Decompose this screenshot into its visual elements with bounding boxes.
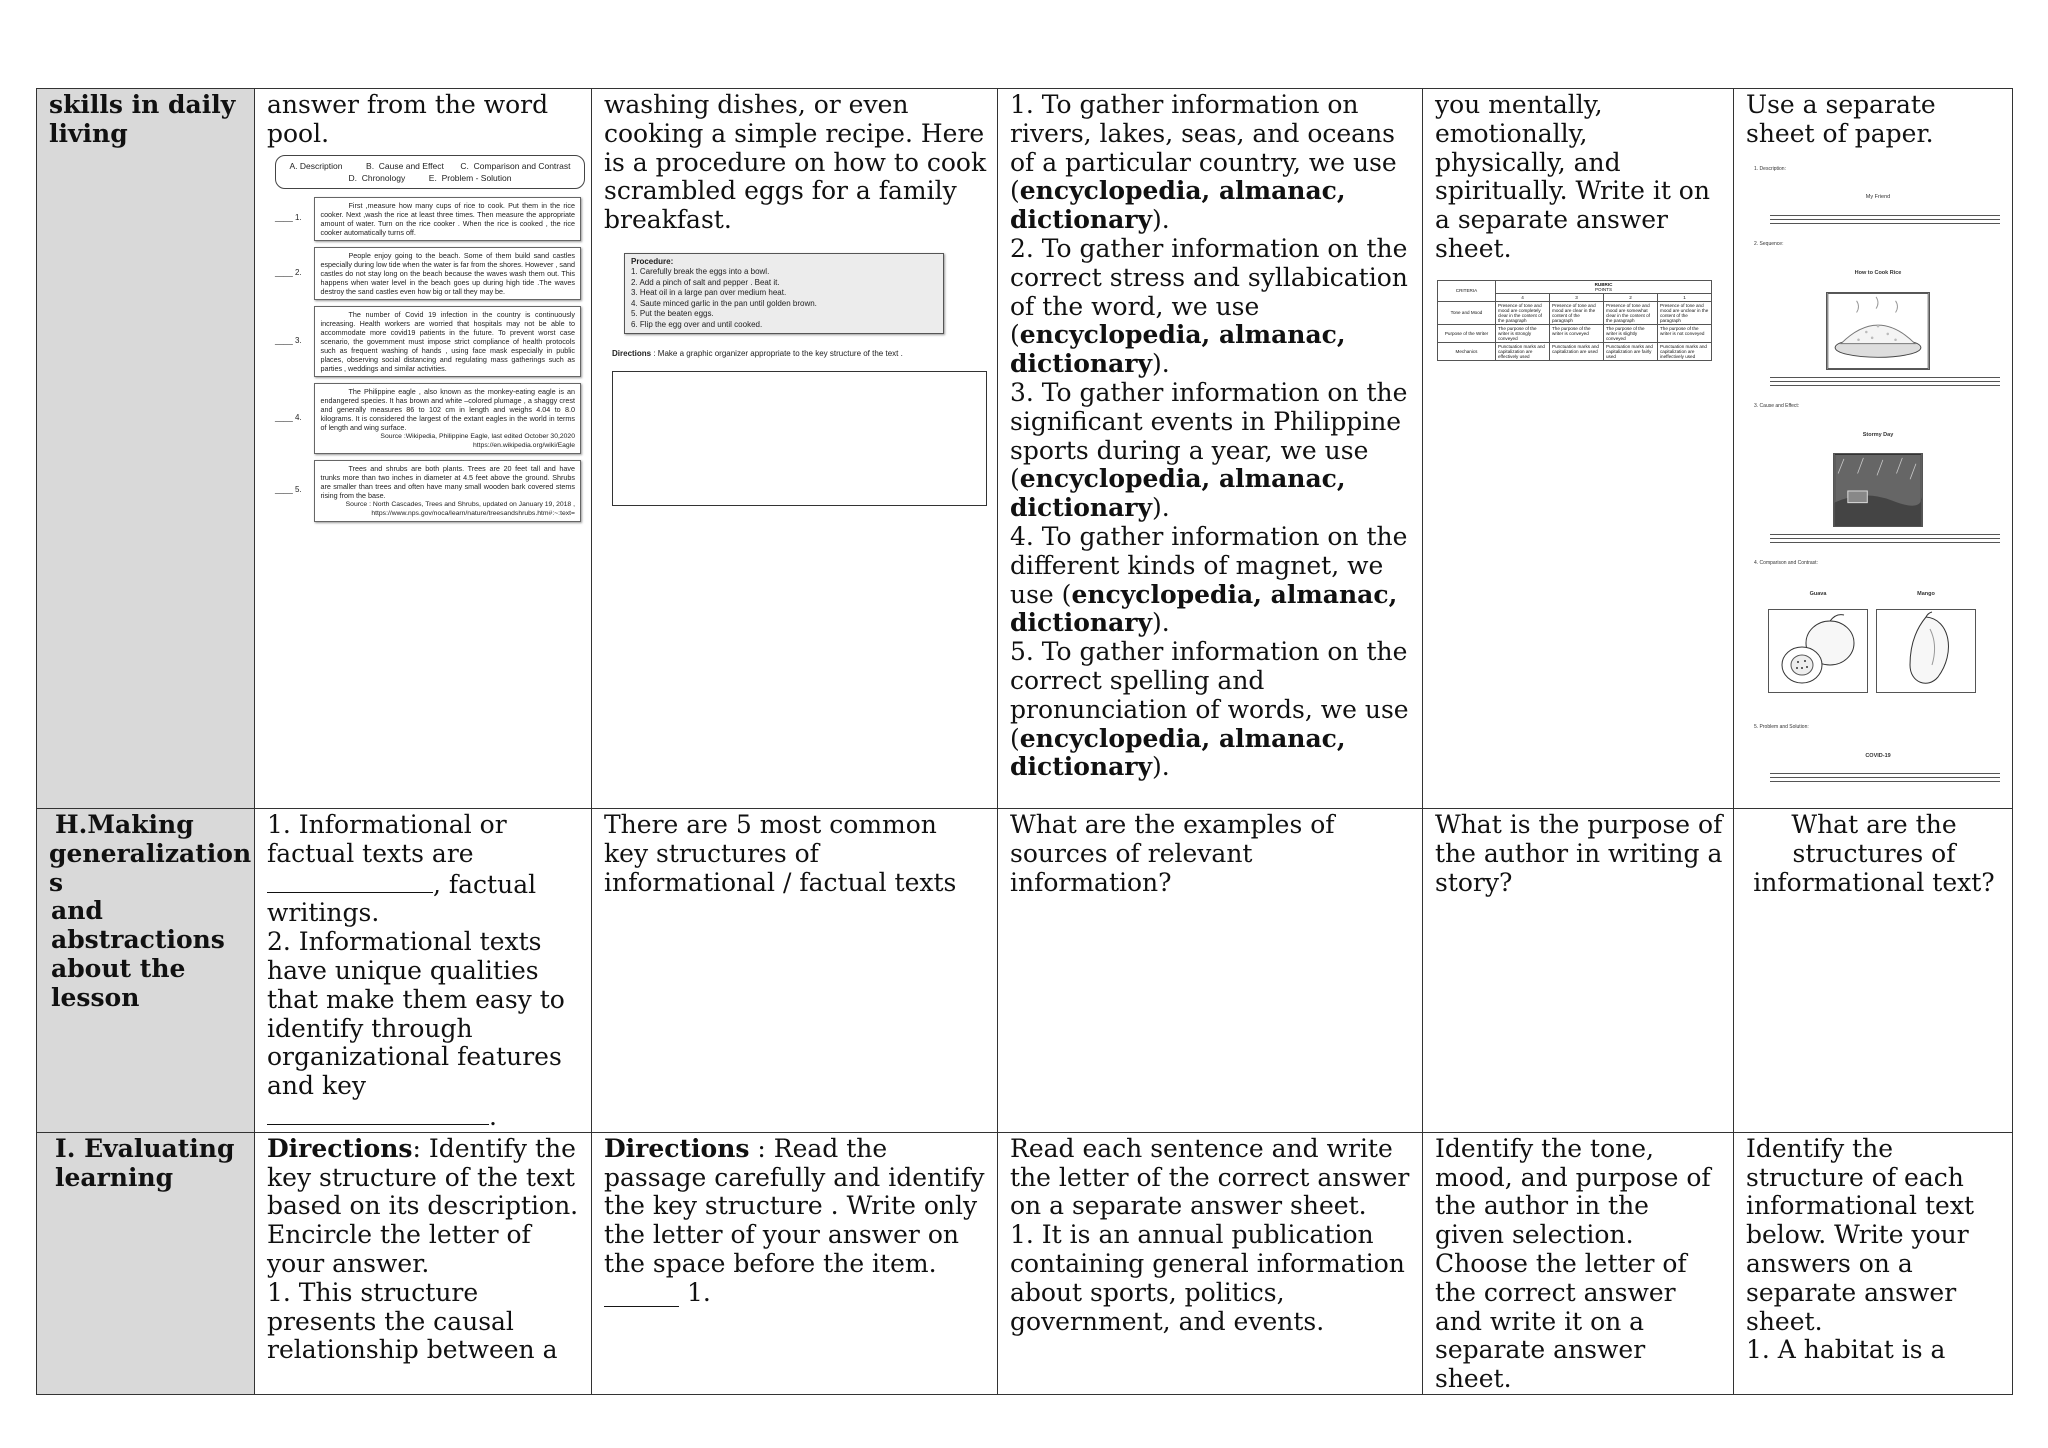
cell-monday-h: 1. Informational or factual texts are , factual writings. 2. Informational texts have unique qualities that make them easy to identify through organizational features and key . xyxy=(255,809,592,1133)
cell-text: you mentally, emotionally, physically, and spiritually. Write it on a separate answer sheet. xyxy=(1435,90,1710,263)
row-label-evaluating: I. Evaluating learning xyxy=(37,1132,255,1394)
graphic-organizer-worksheet-image: 1. Description: My Friend 2. Sequence: How to Cook Rice 3. Cause and Effect: Stormy Day 4. Comparison and Contrast: Guava Mango 5. Problem and Solution: COVID-19 xyxy=(1754,155,2002,783)
row-making-generalizations xyxy=(37,809,2013,1133)
cell-friday-h: What are the structures of informational text? xyxy=(1734,809,2013,1133)
passage-item xyxy=(275,306,581,377)
reference-item: 2. To gather information on the correct stress and syllabication of the word, we use (encyclopedia, almanac, dictionary). xyxy=(1010,233,1408,379)
reference-source-items xyxy=(1010,91,1412,782)
rubric-cell: Punctuation marks and capitalization are fairly used xyxy=(1604,342,1658,360)
rubric-points-header: POINTS xyxy=(1594,286,1613,292)
rubric-cell: Punctuation marks and capitalization are used xyxy=(1550,342,1604,360)
procedure-worksheet-image xyxy=(604,253,987,506)
cell-monday-g xyxy=(255,89,592,809)
procedure-step: 1. Carefully break the eggs into a bowl. xyxy=(631,267,770,277)
ws-section-sequence: 2. Sequence: xyxy=(1754,241,1784,248)
rubric-title: RUBRIC xyxy=(1594,281,1613,287)
cell-tuesday-g xyxy=(592,89,998,809)
rubric-table-image xyxy=(1437,280,1712,361)
ws-section-description: 1. Description: xyxy=(1754,165,1786,172)
cell-thursday-i: Identify the tone, mood, and purpose of the author in the given selection. Choose the letter of the correct answer and write it on a separate answer sheet. xyxy=(1423,1132,1734,1394)
cell-thursday-h: What is the purpose of the author in writing a story? xyxy=(1423,809,1734,1133)
reference-item: 1. To gather information on rivers, lakes, seas, and oceans of a particular country, we use (encyclopedia, almanac, dictionary). xyxy=(1010,90,1397,235)
cell-text: answer from the word pool. xyxy=(267,90,549,148)
cell-monday-i: Directions: Identify the key structure of the text based on its description. Encircle the letter of your answer. 1. This structure presents the causal relationship between a xyxy=(255,1132,592,1394)
passage-box: The number of Covid 19 infection in the country is continuously increasing. Health workers are worried that hospitals may not be able to accommodate more covid19 patients in the future. To prevent worst case scenario, the government must impose strict compliance of health protocols such as frequent washing of hands , using face mask especially in public places, observing social distancing and regulating mass gatherings such as parties , weddings and similar activities. xyxy=(314,306,581,377)
rubric-cell: The purpose of the writer is conveyed xyxy=(1550,324,1604,342)
answer-blank[interactable]: ____ 1. xyxy=(275,213,302,223)
cell-wednesday-g xyxy=(998,89,1423,809)
passage-box: People enjoy going to the beach. Some of them build sand castles especially during low tide when the water is far from the shores. However , sand castles do not stay long on the beach because the waves wash them out. This happens when water level in the beach goes up during high tide .The waves destroy the sand castles even how big or tall they may be. xyxy=(314,247,581,300)
cell-thursday-g xyxy=(1423,89,1734,809)
reference-item: 4. To gather information on the different kinds of magnet, we use (encyclopedia, almanac, dictionary). xyxy=(1010,521,1408,638)
rubric-cell: Presence of tone and mood are somewhat clear in the content of the paragraph xyxy=(1604,301,1658,324)
word-pool-worksheet-image xyxy=(267,155,581,522)
row-skills-daily-living xyxy=(37,89,2013,809)
cell-tuesday-i: Directions : Read the passage carefully and identify the key structure . Write only the letter of your answer on the space before the item. ______ 1. xyxy=(592,1132,998,1394)
rubric-criteria: Purpose of the Writer xyxy=(1438,324,1496,342)
reference-item: 3. To gather information on the significant events in Philippine sports during a year, we use (encyclopedia, almanac, dictionary). xyxy=(1010,377,1408,523)
rubric-point-header: 4 xyxy=(1496,293,1550,301)
rubric-point-header: 1 xyxy=(1658,293,1712,301)
rubric-cell: Presence of tone and mood are unclear in the content of the paragraph xyxy=(1658,301,1712,324)
procedure-step: 4. Saute minced garlic in the pan until golden brown. xyxy=(631,298,817,308)
cell-text: washing dishes, or even cooking a simple recipe. Here is a procedure on how to cook scrambled eggs for a family breakfast. xyxy=(604,90,987,235)
rubric-cell: The purpose of the writer is slightly conveyed xyxy=(1604,324,1658,342)
rubric-criteria: Mechanics xyxy=(1438,342,1496,360)
cell-wednesday-i: Read each sentence and write the letter of the correct answer on a separate answer sheet. 1. It is an annual publication containing general information about sports, politics, government, and events. xyxy=(998,1132,1423,1394)
lesson-plan-table xyxy=(36,88,2013,1395)
rubric-criteria: Tone and Mood xyxy=(1438,301,1496,324)
cell-text: Use a separate sheet of paper. xyxy=(1746,90,1936,148)
rubric-row xyxy=(1438,324,1712,342)
row-label-text: skills in daily living xyxy=(49,90,236,148)
reference-item: 5. To gather information on the correct spelling and pronunciation of words, we use (encyclopedia, almanac, dictionary). xyxy=(1010,637,1409,782)
cell-friday-g xyxy=(1734,89,2013,809)
rubric-row xyxy=(1438,342,1712,360)
passage-source: Source :Wikipedia, Philippine Eagle, last edited October 30,2020 https://en.wikipedia.org/wiki/Eagle xyxy=(380,432,575,449)
guava-picture xyxy=(1768,609,1868,693)
row-label-generalizations: H.Making generalization s and abstractions about the lesson xyxy=(37,809,255,1133)
cell-friday-i: Identify the structure of each informational text below. Write your answers on a separate answer sheet. 1. A habitat is a xyxy=(1734,1132,2013,1394)
rubric-cell: Punctuation marks and capitalization are effectively used xyxy=(1496,342,1550,360)
passage-source: Source : North Cascades, Trees and Shrubs, updated on January 19, 2018 , https://www.nps.gov/noca/learn/nature/treesandshrubs.htm#:~:text= xyxy=(345,500,575,517)
passage-item xyxy=(275,247,581,300)
mango-picture xyxy=(1876,609,1976,693)
passage-box: The Philippine eagle , also known as the monkey-eating eagle is an endangered species. It has brown and white –colored plumage , a shaggy crest and generally measures 86 to 102 cm in length and weighs 4.04 to 8.0 kilograms. It is considered the largest of the extant eagles in the world in terms of length and wing surface. Source :Wikipedia, Philippine Eagle, last edited October 30,2020 https://en.wikipedia.org/wiki/Eagle xyxy=(314,383,581,454)
cell-tuesday-h: There are 5 most common key structures of informational / factual texts xyxy=(592,809,998,1133)
passage-items xyxy=(267,197,581,522)
word-pool-box: A. Description B. Cause and Effect C. Comparison and Contrast D. Chronology E. Problem - Solution xyxy=(275,155,585,189)
ws-section-compare-contrast: 4. Comparison and Contrast: xyxy=(1754,560,1818,567)
answer-blank[interactable]: ____ 2. xyxy=(275,267,302,277)
rubric-cell: Presence of tone and mood are clear in the content of the paragraph xyxy=(1550,301,1604,324)
ws-section-cause-effect: 3. Cause and Effect: xyxy=(1754,402,1800,409)
passage-box: First ,measure how many cups of rice to cook. Put them in the rice cooker. Next ,wash the rice at least three times. Then measure the appropriate amount of water. Turn on the rice cooker . When the rice is cooked , the rice cooker automatically turns off. xyxy=(314,197,581,241)
rubric-criteria-header: CRITERIA xyxy=(1438,280,1496,301)
passage-item xyxy=(275,197,581,241)
passage-item xyxy=(275,460,581,522)
procedure-step: 3. Heat oil in a large pan over medium heat. xyxy=(631,288,787,298)
ws-section-problem-solution: 5. Problem and Solution: xyxy=(1754,723,1809,730)
rubric-point-header: 3 xyxy=(1550,293,1604,301)
procedure-step: 6. Flip the egg over and until cooked. xyxy=(631,319,763,329)
passage-box: Trees and shrubs are both plants. Trees are 20 feet tall and have trunks more than two inches in diameter at 4.5 feet above the ground. Shrubs are smaller than trees and often have many small wooden bark covered stems rising from the base. Source : North Cascades, Trees and Shrubs, updated on January 19, 2018 , https://www.nps.gov/noca/learn/nature/treesandshrubs.htm#:~:text= xyxy=(314,460,581,522)
graphic-organizer-box xyxy=(612,371,987,506)
rice-bowl-picture xyxy=(1826,292,1930,370)
rubric-cell: The purpose of the writer is not conveyed xyxy=(1658,324,1712,342)
rubric-cell: Punctuation marks and capitalization are ineffectively used xyxy=(1658,342,1712,360)
cell-wednesday-h: What are the examples of sources of relevant information? xyxy=(998,809,1423,1133)
fill-in-blank-1[interactable] xyxy=(267,869,433,893)
stormy-day-picture xyxy=(1833,453,1923,527)
answer-blank[interactable]: ____ 3. xyxy=(275,335,302,345)
procedure-step: 2. Add a pinch of salt and pepper . Beat it. xyxy=(631,277,780,287)
rubric-cell: Presence of tone and mood are completely clear in the content of the paragraph xyxy=(1496,301,1550,324)
row-label-skills xyxy=(37,89,255,809)
rubric-cell: The purpose of the writer is strongly conveyed xyxy=(1496,324,1550,342)
answer-blank[interactable]: ____ 4. xyxy=(275,412,302,422)
passage-item xyxy=(275,383,581,454)
procedure-step: 5. Put the beaten eggs. xyxy=(631,309,714,319)
procedure-box: Procedure: 1. Carefully break the eggs into a bowl. 2. Add a pinch of salt and pepper . Beat it. 3. Heat oil in a large pan over medium heat. 4. Saute minced garlic in the pan until golden brown. 5. Put the beaten eggs. 6. Flip the egg over and until cooked. xyxy=(624,253,944,335)
organizer-directions: Directions : Make a graphic organizer appropriate to the key structure of the text . xyxy=(612,349,903,359)
fill-in-blank-2[interactable] xyxy=(267,1101,489,1125)
answer-blank[interactable]: ____ 5. xyxy=(275,485,302,495)
rubric-row xyxy=(1438,301,1712,324)
row-evaluating-learning xyxy=(37,1132,2013,1394)
rubric-point-header: 2 xyxy=(1604,293,1658,301)
